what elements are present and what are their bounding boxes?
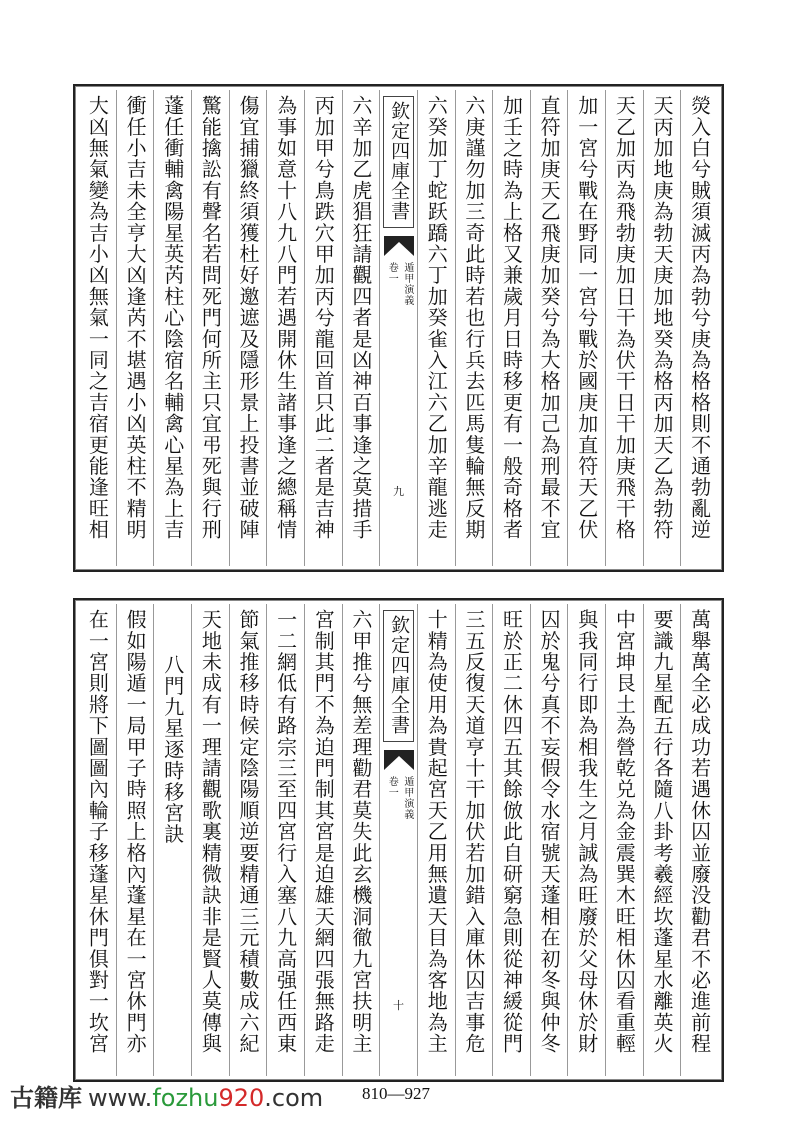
- text-column: [605, 90, 643, 566]
- text-column: [530, 604, 568, 1076]
- column-text: 丙加甲兮鳥跌穴甲加丙兮龍回首只此二者是吉神: [311, 95, 336, 541]
- watermark-cn: 古籍库: [10, 1084, 82, 1112]
- margin-volume: 卷一: [386, 776, 398, 798]
- text-column: [342, 90, 380, 566]
- column-text: 加一宮兮戰在野同一宮兮戰於國庚加直符天乙伏: [574, 95, 599, 541]
- text-column: [455, 90, 493, 566]
- text-column: [304, 90, 342, 566]
- column-text: 天地未成有一理請觀歌裏精微訣非是賢人莫傳與: [198, 609, 223, 1055]
- margin-book-title: 遁甲演義: [401, 776, 413, 820]
- column-text: 十精為使用為貴起宮天乙用無遺天目為客地為主: [424, 609, 449, 1055]
- text-column: [417, 90, 455, 566]
- section-heading-column: [153, 604, 191, 1076]
- site-watermark: [10, 1084, 323, 1113]
- column-text: 一二網低有路宗三至四宮行入塞八九高强任西東: [273, 609, 298, 1055]
- column-text: 蓬任衝輔禽陽星英芮柱心陰宿名輔禽心星為上吉: [160, 95, 185, 541]
- column-text: 六癸加丁蛇跃蹻六丁加癸雀入江六乙加辛龍逃走: [424, 95, 449, 541]
- text-column: [605, 604, 643, 1076]
- text-column: [567, 604, 605, 1076]
- center-margin: [379, 604, 417, 1076]
- margin-volume: 卷一: [386, 262, 398, 284]
- watermark-green: fozhu: [152, 1084, 219, 1112]
- text-column: [455, 604, 493, 1076]
- top-page: [73, 84, 724, 572]
- margin-page-number: 九: [393, 485, 405, 498]
- text-column: [417, 604, 455, 1076]
- text-column: [79, 604, 116, 1076]
- margin-page-number: 十: [393, 999, 405, 1012]
- column-text: 宮制其門不為迫門制其宮是迫雄天網四張無路走: [311, 609, 336, 1055]
- text-column: [191, 604, 229, 1076]
- text-column: [229, 90, 267, 566]
- text-column: [643, 604, 681, 1076]
- column-text: 驚能擒訟有聲名若問死門何所主只宜弔死與行刑: [198, 95, 223, 541]
- column-text: 傷宜捕獵終須獲杜好邀遮及隱形景上投書並破陣: [235, 95, 260, 541]
- text-column: [79, 90, 116, 566]
- text-column: [304, 604, 342, 1076]
- column-text: 六甲推兮無差理勸君莫失此玄機洞徹九宮扶明主: [348, 609, 373, 1055]
- column-text: 加壬之時為上格又兼歲月日時移更有一般奇格者: [499, 95, 524, 541]
- page-number: 810—927: [362, 1084, 430, 1103]
- text-column: [492, 90, 530, 566]
- fishtail-mark-icon: [384, 236, 414, 256]
- center-margin: [379, 90, 417, 566]
- text-column: [567, 90, 605, 566]
- column-text: 天丙加地庚為勃天庚加地癸為格丙加天乙為勃符: [650, 95, 675, 541]
- column-text: 囚於鬼兮真不妄假令水宿號天蓬相在初冬與仲冬: [537, 609, 562, 1055]
- section-heading: 八門九星逐時移宮訣: [160, 654, 185, 845]
- text-column: [342, 604, 380, 1076]
- column-text: 直符加庚天乙飛庚加癸兮為大格加己為刑最不宜: [537, 95, 562, 541]
- text-column: [530, 90, 568, 566]
- column-text: 中宮坤艮土為營乾兑為金震巽木旺相休囚看重輕: [612, 609, 637, 1055]
- text-column: [643, 90, 681, 566]
- text-column: [153, 90, 191, 566]
- margin-title: 欽定四庫全書: [383, 610, 414, 742]
- fishtail-mark-icon: [384, 750, 414, 770]
- column-text: 萬舉萬全必成功若遇休囚並廢没勸君不必進前程: [687, 609, 712, 1055]
- text-column: [680, 604, 718, 1076]
- text-column: [116, 604, 154, 1076]
- watermark-com: .com: [264, 1084, 324, 1112]
- text-column: [680, 90, 718, 566]
- text-column: [229, 604, 267, 1076]
- bottom-page: [73, 598, 724, 1082]
- margin-book-title: 遁甲演義: [401, 262, 413, 306]
- watermark-red: 920: [218, 1084, 265, 1112]
- column-text: 三五反復天道亨十干加伏若加錯入庫休囚吉事危: [461, 609, 486, 1055]
- column-text: 要識九星配五行各隨八卦考羲經坎蓬星水離英火: [650, 609, 675, 1055]
- text-column: [266, 90, 304, 566]
- column-text: 熒入白兮賊須滅丙為勃兮庚為格格則不通勃亂逆: [687, 95, 712, 541]
- column-text: 天乙加丙為飛勃庚加日干為伏干日干加庚飛干格: [612, 95, 637, 541]
- watermark-www: www.: [88, 1084, 153, 1112]
- column-text: 與我同行即為相我生之月誠為旺廢於父母休於財: [574, 609, 599, 1055]
- text-column: [191, 90, 229, 566]
- column-text: 大凶無氣變為吉小凶無氣一同之吉宿更能逢旺相: [85, 95, 110, 541]
- margin-title: 欽定四庫全書: [383, 96, 414, 228]
- text-column: [116, 90, 154, 566]
- column-text: 假如陽遁一局甲子時照上格內蓬星在一宮休門亦: [123, 609, 148, 1055]
- column-text: 在一宮則將下圖圖內輪子移蓬星休門俱對一坎宮: [85, 609, 110, 1055]
- column-text: 旺於正二休四五其餘倣此自研窮急則從神緩從門: [499, 609, 524, 1055]
- text-column: [492, 604, 530, 1076]
- column-text: 節氣推移時候定陰陽順逆要精通三元積數成六紀: [235, 609, 260, 1055]
- column-text: 衝任小吉未全亨大凶逢芮不堪遇小凶英柱不精明: [123, 95, 148, 541]
- footer: [10, 1084, 430, 1118]
- text-column: [266, 604, 304, 1076]
- column-text: 為事如意十八九八門若遇開休生諸事逢之總稱情: [273, 95, 298, 541]
- column-text: 六辛加乙虎猖狂請觀四者是凶神百事逢之莫措手: [348, 95, 373, 541]
- column-text: 六庚謹勿加三奇此時若也行兵去匹馬隻輪無反期: [461, 95, 486, 541]
